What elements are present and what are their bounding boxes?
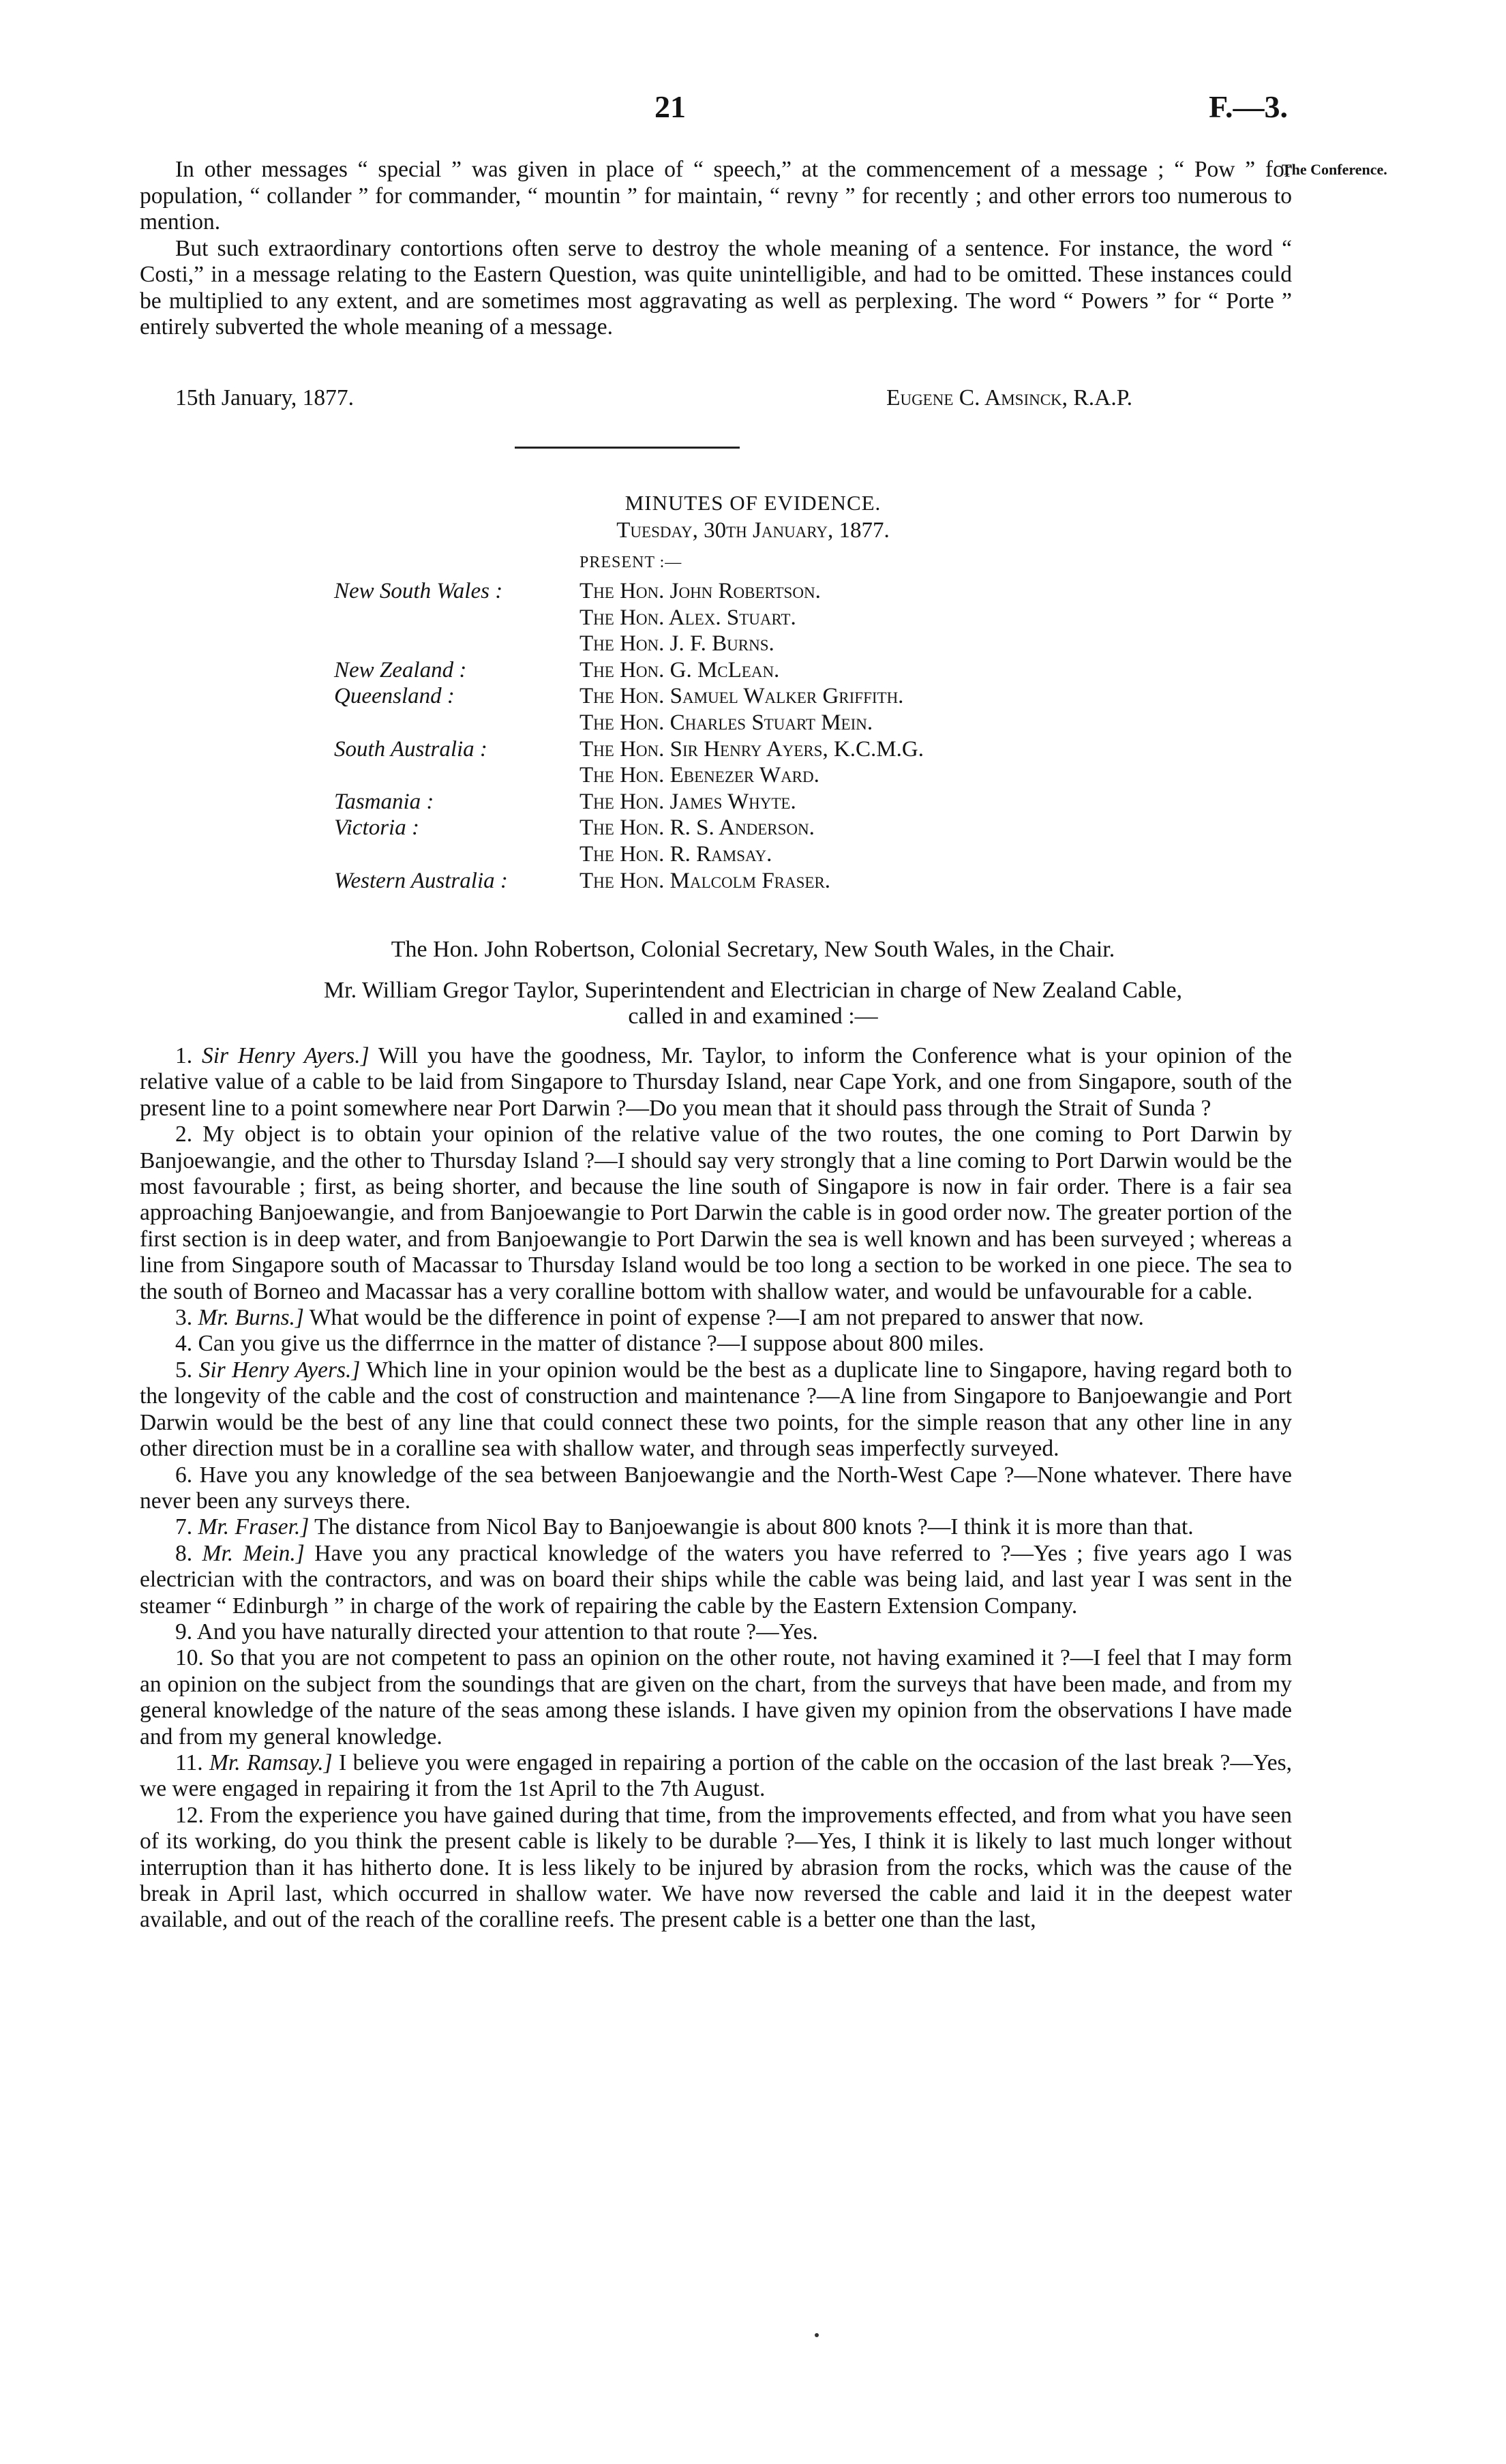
- intro-paragraph-1: In other messages “ special ” was given in place of “ speech,” at the commencement of a message ; “ Pow ” for population, “ collander ” for commander, “ mountin ” for maintain, “ revny ” for recently ; and other errors too numerous to mention.: [140, 157, 1292, 235]
- colony-label: New Zealand :: [334, 657, 467, 682]
- evidence-question: [140, 1462, 1292, 1515]
- question-text: Have you any knowledge of the sea between Banjoewangie and the North-West Cape ?—None whatever. There have never been any surveys there.: [140, 1462, 1293, 1514]
- member-name: The Hon. Sir Henry Ayers, K.C.M.G.: [579, 736, 924, 762]
- question-number: 2.: [175, 1122, 193, 1147]
- witness-line-2: called in and examined :—: [628, 1004, 878, 1029]
- member-name: The Hon. James Whyte.: [579, 789, 796, 814]
- member-name: The Hon. John Robertson.: [579, 579, 821, 603]
- question-text: Can you give us the differrnce in the matter of distance ?—I suppose about 800 miles.: [198, 1331, 984, 1357]
- question-speaker: Mr. Mein.]: [202, 1540, 305, 1566]
- attendee-row: [334, 868, 1220, 895]
- witness-line-1: Mr. William Gregor Taylor, Superintendent and Electrician in charge of New Zealand Cable,: [323, 978, 1183, 1003]
- attendee-row: [334, 657, 1220, 684]
- question-number: 8.: [175, 1540, 193, 1566]
- colony-label: Western Australia :: [334, 868, 508, 893]
- evidence-question: [140, 1541, 1292, 1619]
- evidence-question: [140, 1305, 1292, 1331]
- attendee-row: [334, 815, 1220, 841]
- question-number: 11.: [175, 1749, 203, 1775]
- page-header: [0, 89, 1506, 130]
- attendee-row: [334, 789, 1220, 815]
- question-speaker: Sir Henry Ayers.]: [201, 1043, 370, 1068]
- member-name: The Hon. Malcolm Fraser.: [579, 868, 831, 893]
- attendee-row: [334, 605, 1220, 631]
- question-speaker: Sir Henry Ayers.]: [198, 1357, 361, 1383]
- evidence-question: [140, 1514, 1292, 1540]
- question-text: From the experience you have gained during that time, from the improvements effected, and from what you have seen of its working, do you think the present cable is likely to be durable ?—Yes, I think it is likely to last much longer without interruption than it has hitherto done. It is less likely to be injured by abrasion from the rocks, which was the cause of the break in April last, which occurred in shallow water. We have now reversed the cable and laid it in the deepest water available, and out of the reach of the coralline reefs. The present cable is a better one than the last,: [140, 1802, 1293, 1933]
- question-text: My object is to obtain your opinion of the relative value of the two routes, the one coming to Port Darwin by Banjoewangie, and the other to Thursday Island ?—I should say very strongly that a line coming to Port Darwin would be the most favourable ; first, as being shorter, and because the line south of Singapore is now in fair order. There is a fair sea approaching Banjoewangie, and from Banjoewangie to Port Darwin the cable is in good order now. The greater portion of the first section is in deep water, and from Banjoewangie to Port Darwin the sea is well known and has been surveyed ; whereas a line from Singapore south of Macassar to Thursday Island would be too long a section to be worked in one piece. The sea to the south of Borneo and Macassar has a very coralline bottom with shallow water, and would be unfavourable for a cable.: [140, 1122, 1292, 1304]
- member-name: The Hon. Ebenezer Ward.: [579, 763, 819, 788]
- colony-label: [334, 710, 579, 736]
- evidence-question: [140, 1619, 1292, 1645]
- colony-label: [334, 762, 579, 789]
- colony-label: Queensland :: [334, 684, 455, 709]
- evidence-body: [140, 1043, 1292, 1934]
- paper-code: F.—3.: [1209, 89, 1288, 124]
- evidence-question: [140, 1750, 1292, 1803]
- attendee-list: [334, 578, 1220, 894]
- signature-line: [140, 385, 1292, 412]
- page-number: 21: [654, 89, 686, 124]
- member-name: The Hon. Samuel Walker Griffith.: [579, 684, 904, 709]
- member-name: The Hon. R. S. Anderson.: [579, 815, 815, 841]
- colony-label: [334, 631, 579, 657]
- witness-statement: [0, 978, 1506, 1030]
- intro-paragraph-2: But such extraordinary contortions often serve to destroy the whole meaning of a sentence. For instance, the word “ Costi,” in a message relating to the Eastern Question, was quite unintelligible, and had to be omitted. These instances could be multiplied to any extent, and are sometimes most aggravating as well as perplexing. The word “ Powers ” for “ Porte ” entirely subverted the whole meaning of a message.: [140, 235, 1292, 340]
- question-number: 9.: [175, 1619, 193, 1644]
- colony-label: Tasmania :: [334, 789, 434, 814]
- attendee-row: [334, 710, 1220, 736]
- signature: Eugene C. Amsinck, R.A.P.: [886, 385, 1132, 410]
- attendee-row: [334, 631, 1220, 657]
- margin-note: The Conference.: [1282, 161, 1387, 178]
- question-number: 3.: [175, 1305, 193, 1331]
- attendee-row: [334, 762, 1220, 789]
- question-text: And you have naturally directed your attention to that route ?—Yes.: [196, 1619, 818, 1644]
- member-name: The Hon. R. Ramsay.: [579, 841, 772, 867]
- evidence-question: [140, 1331, 1292, 1357]
- colony-label: Victoria :: [334, 815, 419, 841]
- member-name: The Hon. G. McLean.: [579, 657, 780, 682]
- section-divider: [515, 447, 740, 449]
- colony-label: New South Wales :: [334, 579, 503, 603]
- evidence-question: [140, 1803, 1292, 1934]
- printer-mark: [815, 2333, 819, 2337]
- question-number: 12.: [175, 1802, 204, 1828]
- colony-label: South Australia :: [334, 736, 487, 762]
- chair-statement: The Hon. John Robertson, Colonial Secretary, New South Wales, in the Chair.: [391, 937, 1115, 962]
- question-text: What would be the difference in point of expense ?—I am not prepared to answer that now.: [309, 1305, 1144, 1331]
- evidence-question: [140, 1357, 1292, 1462]
- question-text: I believe you were engaged in repairing a portion of the cable on the occasion of the last break ?—Yes, we were engaged in repairing it from the 1st April to the 7th August.: [140, 1749, 1293, 1802]
- question-text: Will you have the goodness, Mr. Taylor, to inform the Conference what is your opinion of the relative value of a cable to be laid from Singapore to Thursday Island, near Cape York, and one from Singapore, south of the present line to a point somewhere near Port Darwin ?—Do you mean that it should pass through the Strait of Sunda ?: [140, 1043, 1292, 1121]
- attendee-row: [334, 841, 1220, 868]
- question-number: 1.: [175, 1043, 193, 1068]
- member-name: The Hon. Alex. Stuart.: [579, 605, 796, 630]
- letter-date: 15th January, 1877.: [175, 385, 355, 410]
- minutes-date: Tuesday, 30th January, 1877.: [616, 518, 890, 543]
- evidence-question: [140, 1122, 1292, 1305]
- question-number: 10.: [175, 1645, 204, 1671]
- question-text: Which line in your opinion would be the best as a duplicate line to Singapore, having regard both to the longevity of the cable and the cost of construction and maintenance ?—A line from Singapore to Banjoewangie and Port Darwin would be the best of any line that could connect these two points, for the simple reason that any other line in any other direction must be in a coralline sea with shallow water, and through seas imperfectly surveyed.: [140, 1357, 1292, 1462]
- question-number: 4.: [175, 1331, 193, 1357]
- colony-label: [334, 605, 579, 631]
- question-speaker: Mr. Fraser.]: [198, 1514, 310, 1540]
- question-speaker: Mr. Ramsay.]: [209, 1749, 333, 1775]
- question-text: The distance from Nicol Bay to Banjoewangie is about 800 knots ?—I think it is more than that.: [314, 1514, 1194, 1540]
- member-name: The Hon. Charles Stuart Mein.: [579, 710, 873, 735]
- question-speaker: Mr. Burns.]: [198, 1305, 304, 1331]
- question-number: 5.: [175, 1357, 193, 1383]
- question-text: Have you any practical knowledge of the waters you have referred to ?—Yes ; five years ago I was electrician with the contractors, and was on board their ships while the cable was being laid, and last year I was sent in the steamer “ Edinburgh ” in charge of the work of repairing the cable by the Eastern Extension Company.: [140, 1540, 1293, 1619]
- evidence-question: [140, 1043, 1292, 1122]
- attendee-row: [334, 683, 1220, 710]
- question-text: So that you are not competent to pass an opinion on the other route, not having examined it ?—I feel that I may form an opinion on the subject from the soundings that are given on the chart, from the surveys that have been made, and from my general knowledge of the nature of the seas among these islands. I have given my opinion from the observations I have made and from my general knowledge.: [140, 1645, 1293, 1749]
- attendee-row: [334, 736, 1220, 763]
- present-label: PRESENT :—: [579, 554, 682, 571]
- member-name: The Hon. J. F. Burns.: [579, 631, 774, 657]
- intro-text: [140, 157, 1292, 341]
- attendee-row: [334, 578, 1220, 605]
- evidence-question: [140, 1645, 1292, 1750]
- question-number: 7.: [175, 1514, 193, 1540]
- minutes-title: MINUTES OF EVIDENCE.: [624, 491, 882, 515]
- colony-label: [334, 841, 579, 868]
- question-number: 6.: [175, 1462, 193, 1488]
